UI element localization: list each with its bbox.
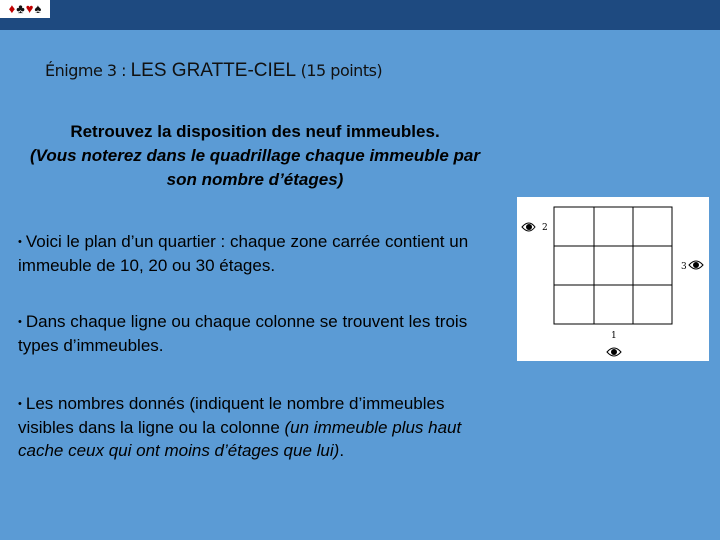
slide-title xyxy=(45,60,525,82)
skyscraper-puzzle-diagram xyxy=(517,197,709,361)
left-clue: 2 xyxy=(542,223,548,233)
bullet-item-1 xyxy=(18,230,498,277)
bullet-text-italic: (un immeuble plus haut cache ceux qui ont moins d’étages que lui) xyxy=(18,418,462,460)
bullet-text: Dans chaque ligne ou chaque colonne se trouvent les trois types d’immeubles. xyxy=(18,312,468,355)
heart-icon: ♥ xyxy=(25,1,34,16)
eye-icon xyxy=(689,261,703,269)
club-icon: ♣ xyxy=(16,1,25,16)
bullet-text-end: . xyxy=(339,441,345,460)
puzzle-svg xyxy=(517,197,709,361)
bottom-clue: 1 xyxy=(611,331,617,341)
top-bar xyxy=(0,0,720,30)
bullet-dot: • xyxy=(18,236,22,248)
eye-icon xyxy=(522,223,535,231)
bullet-dot: • xyxy=(18,398,22,410)
card-suits-logo xyxy=(0,0,50,18)
title-main: LES GRATTE-CIEL xyxy=(130,60,297,81)
instruction-line1: Retrouvez la disposition des neuf immeubles. xyxy=(70,122,440,141)
spade-icon: ♠ xyxy=(34,1,42,16)
right-clue: 3 xyxy=(681,262,687,272)
puzzle-grid xyxy=(554,207,672,324)
diamond-icon: ♦ xyxy=(8,1,16,16)
grid-border xyxy=(554,207,672,324)
bullet-text: Les nombres donnés (indiquent le nombre d’immeubles visibles dans la ligne ou la colonne xyxy=(18,394,445,437)
instruction-line2: (Vous noterez dans le quadrillage chaque immeuble par son nombre d’étages) xyxy=(30,146,480,189)
title-prefix: Énigme 3 : xyxy=(45,61,131,80)
bullet-item-3 xyxy=(18,392,498,462)
bullet-text: Voici le plan d’un quartier : chaque zone carrée contient un immeuble de 10, 20 ou 30 étages. xyxy=(18,232,469,275)
bullet-item-2 xyxy=(18,310,498,357)
bullet-dot: • xyxy=(18,316,22,328)
instructions xyxy=(20,120,490,192)
title-points: (15 points) xyxy=(296,61,383,80)
eye-icon xyxy=(607,348,621,356)
